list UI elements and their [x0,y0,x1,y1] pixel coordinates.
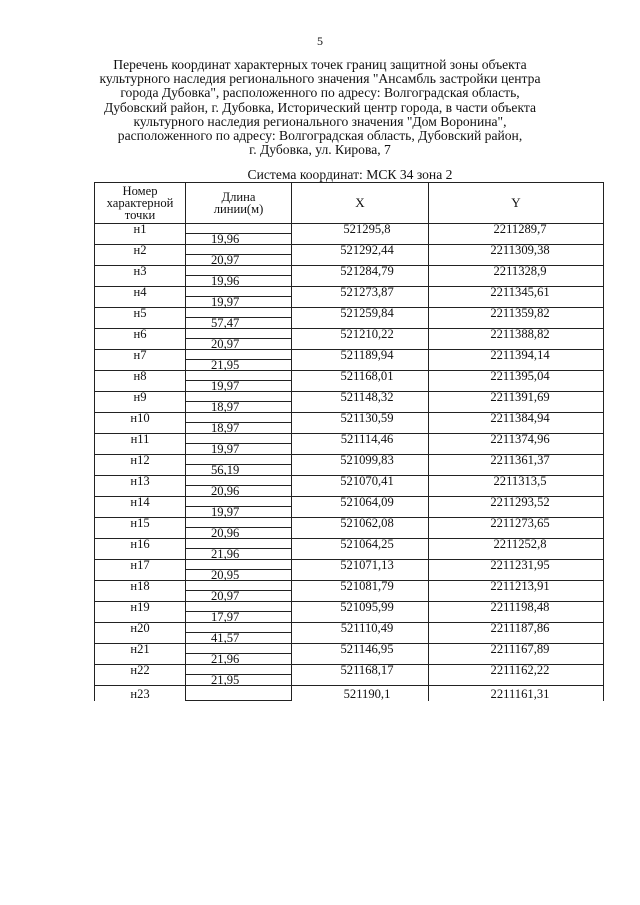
title-line: города Дубовка", расположенного по адресу: Волгоградская область, [120,85,520,101]
point-name: н5 [95,308,186,318]
point-y: 2211391,69 [429,392,604,402]
table-header-row [95,183,604,224]
line-length: 19,97 [186,507,292,518]
point-x: 521148,32 [292,392,429,402]
line-length: 21,95 [186,360,292,371]
point-name: н20 [95,623,186,633]
point-name: н16 [95,539,186,549]
title-line: расположенного по адресу: Волгоградская область, Дубовский район, [117,128,523,144]
point-name: н3 [95,266,186,276]
table-row [95,224,604,234]
table-row [95,623,604,633]
point-y: 2211273,65 [429,518,604,528]
table-row [95,350,604,360]
header-y: Y [429,183,604,224]
point-x: 521070,41 [292,476,429,486]
point-y: 2211328,9 [429,266,604,276]
point-x: 521284,79 [292,266,429,276]
point-y: 2211374,96 [429,434,604,444]
line-length: 56,19 [186,465,292,476]
title-line: Перечень координат характерных точек границ защитной зоны объекта [113,57,527,72]
line-length: 41,57 [186,633,292,644]
point-y: 2211388,82 [429,329,604,339]
table-row [95,287,604,297]
point-y: 2211313,5 [429,476,604,486]
header-line: характерной [106,196,174,210]
point-name: н1 [95,224,186,234]
table-row [95,392,604,402]
point-x: 521064,09 [292,497,429,507]
line-length: 20,96 [186,486,292,497]
point-x: 521062,08 [292,518,429,528]
table-row [95,686,604,701]
coordinates-table [94,182,604,701]
point-name: н15 [95,518,186,528]
point-y: 2211187,86 [429,623,604,633]
point-name: н7 [95,350,186,360]
point-name: н23 [95,686,186,701]
coordinate-system-label: Система координат: МСК 34 зона 2 [247,167,453,182]
point-y: 2211231,95 [429,560,604,570]
point-x: 521071,13 [292,560,429,570]
point-x: 521064,25 [292,539,429,549]
point-y: 2211361,37 [429,455,604,465]
table-row [95,413,604,423]
table-row [95,665,604,675]
point-name: н10 [95,413,186,423]
point-y: 2211395,04 [429,371,604,381]
header-x: X [292,183,429,224]
line-length: 17,97 [186,612,292,623]
line-length: 57,47 [186,318,292,329]
point-x: 521146,95 [292,644,429,654]
header-line: Длина [221,190,256,204]
point-x: 521130,59 [292,413,429,423]
point-name: н19 [95,602,186,612]
point-x: 521189,94 [292,350,429,360]
point-name: н8 [95,371,186,381]
point-x: 521273,87 [292,287,429,297]
point-x: 521095,99 [292,602,429,612]
line-length: 21,95 [186,675,292,686]
table-row [95,434,604,444]
point-name: н12 [95,455,186,465]
header-line: линии(м) [213,202,264,216]
page-number: 5 [317,34,323,48]
point-y: 2211198,48 [429,602,604,612]
line-length: 19,97 [186,381,292,392]
point-y: 2211293,52 [429,497,604,507]
point-y: 2211252,8 [429,539,604,549]
header-line: точки [124,208,156,222]
line-length: 21,96 [186,549,292,560]
line-length: 18,97 [186,402,292,413]
line-length: 19,96 [186,276,292,287]
point-x: 521168,17 [292,665,429,675]
table-row [95,539,604,549]
table-row [95,644,604,654]
point-name: н17 [95,560,186,570]
line-length-empty [186,686,292,701]
point-x: 521259,84 [292,308,429,318]
line-length: 20,95 [186,570,292,581]
title-line: Дубовский район, г. Дубовка, Исторический центр города, в части объекта [103,99,537,115]
table-row [95,560,604,570]
title-line: г. Дубовка, ул. Кирова, 7 [249,142,391,158]
table-row [95,266,604,276]
point-y: 2211167,89 [429,644,604,654]
line-length: 19,96 [186,234,292,245]
header-line: Номер [122,184,158,198]
table-row [95,455,604,465]
title-line: культурного наследия регионального значения "Ансамбль застройки центра [99,71,541,87]
point-y: 2211384,94 [429,413,604,423]
point-x: 521292,44 [292,245,429,255]
point-x: 521110,49 [292,623,429,633]
header-point-number [95,183,186,224]
point-name: н13 [95,476,186,486]
point-name: н2 [95,245,186,255]
point-y: 2211161,31 [429,686,604,701]
line-length: 20,97 [186,339,292,350]
line-length: 18,97 [186,423,292,434]
table-row [95,371,604,381]
point-x: 521295,8 [292,224,429,234]
table-row [95,329,604,339]
point-y: 2211213,91 [429,581,604,591]
table-body [95,221,604,701]
line-length: 20,97 [186,255,292,266]
point-name: н18 [95,581,186,591]
table-row [95,245,604,255]
point-name: н9 [95,392,186,402]
line-length: 19,97 [186,444,292,455]
line-length: 19,97 [186,297,292,308]
point-x: 521099,83 [292,455,429,465]
table-row [95,497,604,507]
point-x: 521168,01 [292,371,429,381]
point-y: 2211289,7 [429,224,604,234]
point-name: н22 [95,665,186,675]
line-length: 21,96 [186,654,292,665]
table-row [95,476,604,486]
point-name: н6 [95,329,186,339]
table-row [95,518,604,528]
table-row [95,581,604,591]
point-x: 521210,22 [292,329,429,339]
point-x: 521114,46 [292,434,429,444]
line-length: 20,96 [186,528,292,539]
point-y: 2211394,14 [429,350,604,360]
table-row [95,308,604,318]
point-name: н11 [95,434,186,444]
point-y: 2211345,61 [429,287,604,297]
title-line: культурного наследия регионального значения "Дом Воронина", [133,113,507,129]
point-name: н14 [95,497,186,507]
point-y: 2211309,38 [429,245,604,255]
header-line-length [186,183,292,224]
table-row [95,602,604,612]
point-name: н4 [95,287,186,297]
line-length: 20,97 [186,591,292,602]
point-y: 2211162,22 [429,665,604,675]
point-x: 521190,1 [292,686,429,701]
point-y: 2211359,82 [429,308,604,318]
document-title [95,58,545,157]
point-x: 521081,79 [292,581,429,591]
point-name: н21 [95,644,186,654]
